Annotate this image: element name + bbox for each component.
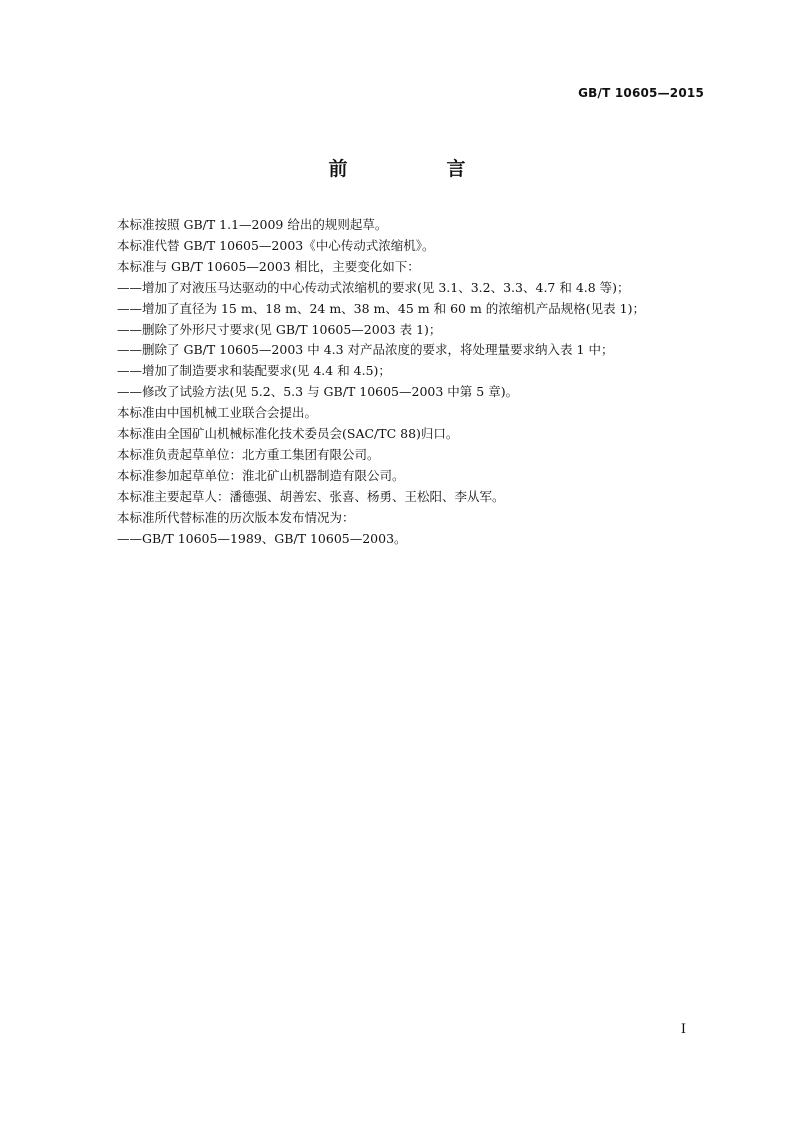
change-item: ——删除了外形尺寸要求(见 GB/T 10605—2003 表 1)；	[117, 321, 442, 337]
foreword-line: 本标准主要起草人：潘德强、胡善宏、张喜、杨勇、王松阳、李从军。	[117, 488, 505, 504]
foreword-line: 本标准按照 GB/T 1.1—2009 给出的规则起草。	[117, 217, 388, 232]
standard-code: GB/T 10605—2015	[578, 86, 704, 100]
page-title: 前 言	[328, 158, 506, 180]
change-item: ——增加了对液压马达驱动的中心传动式浓缩机的要求(见 3.1、3.2、3.3、4.7 和 4.8 等)；	[117, 279, 630, 295]
foreword-body	[117, 215, 717, 550]
foreword-line: 本标准负责起草单位：北方重工集团有限公司。	[117, 446, 380, 462]
page-number: I	[680, 1022, 686, 1037]
foreword-line: 本标准由中国机械工业联合会提出。	[117, 405, 318, 421]
change-item: ——修改了试验方法(见 5.2、5.3 与 GB/T 10605—2003 中第 5 章)。	[117, 384, 519, 400]
history-item: ——GB/T 10605—1989、GB/T 10605—2003。	[117, 530, 407, 546]
change-item: ——增加了直径为 15 m、18 m、24 m、38 m、45 m 和 60 m 的浓缩机产品规格(见表 1)；	[117, 300, 645, 316]
change-item: ——删除了 GB/T 10605—2003 中 4.3 对产品浓度的要求，将处理量要求纳入表 1 中；	[117, 342, 614, 358]
foreword-line: 本标准代替 GB/T 10605—2003《中心传动式浓缩机》。	[117, 237, 435, 253]
change-item: ——增加了制造要求和装配要求(见 4.4 和 4.5)；	[117, 363, 391, 379]
foreword-line: 本标准由全国矿山机械标准化技术委员会(SAC/TC 88)归口。	[117, 426, 459, 442]
foreword-line: 本标准与 GB/T 10605—2003 相比，主要变化如下：	[117, 258, 420, 274]
foreword-line: 本标准参加起草单位：淮北矿山机器制造有限公司。	[117, 467, 405, 483]
foreword-line: 本标准所代替标准的历次版本发布情况为：	[117, 509, 355, 525]
